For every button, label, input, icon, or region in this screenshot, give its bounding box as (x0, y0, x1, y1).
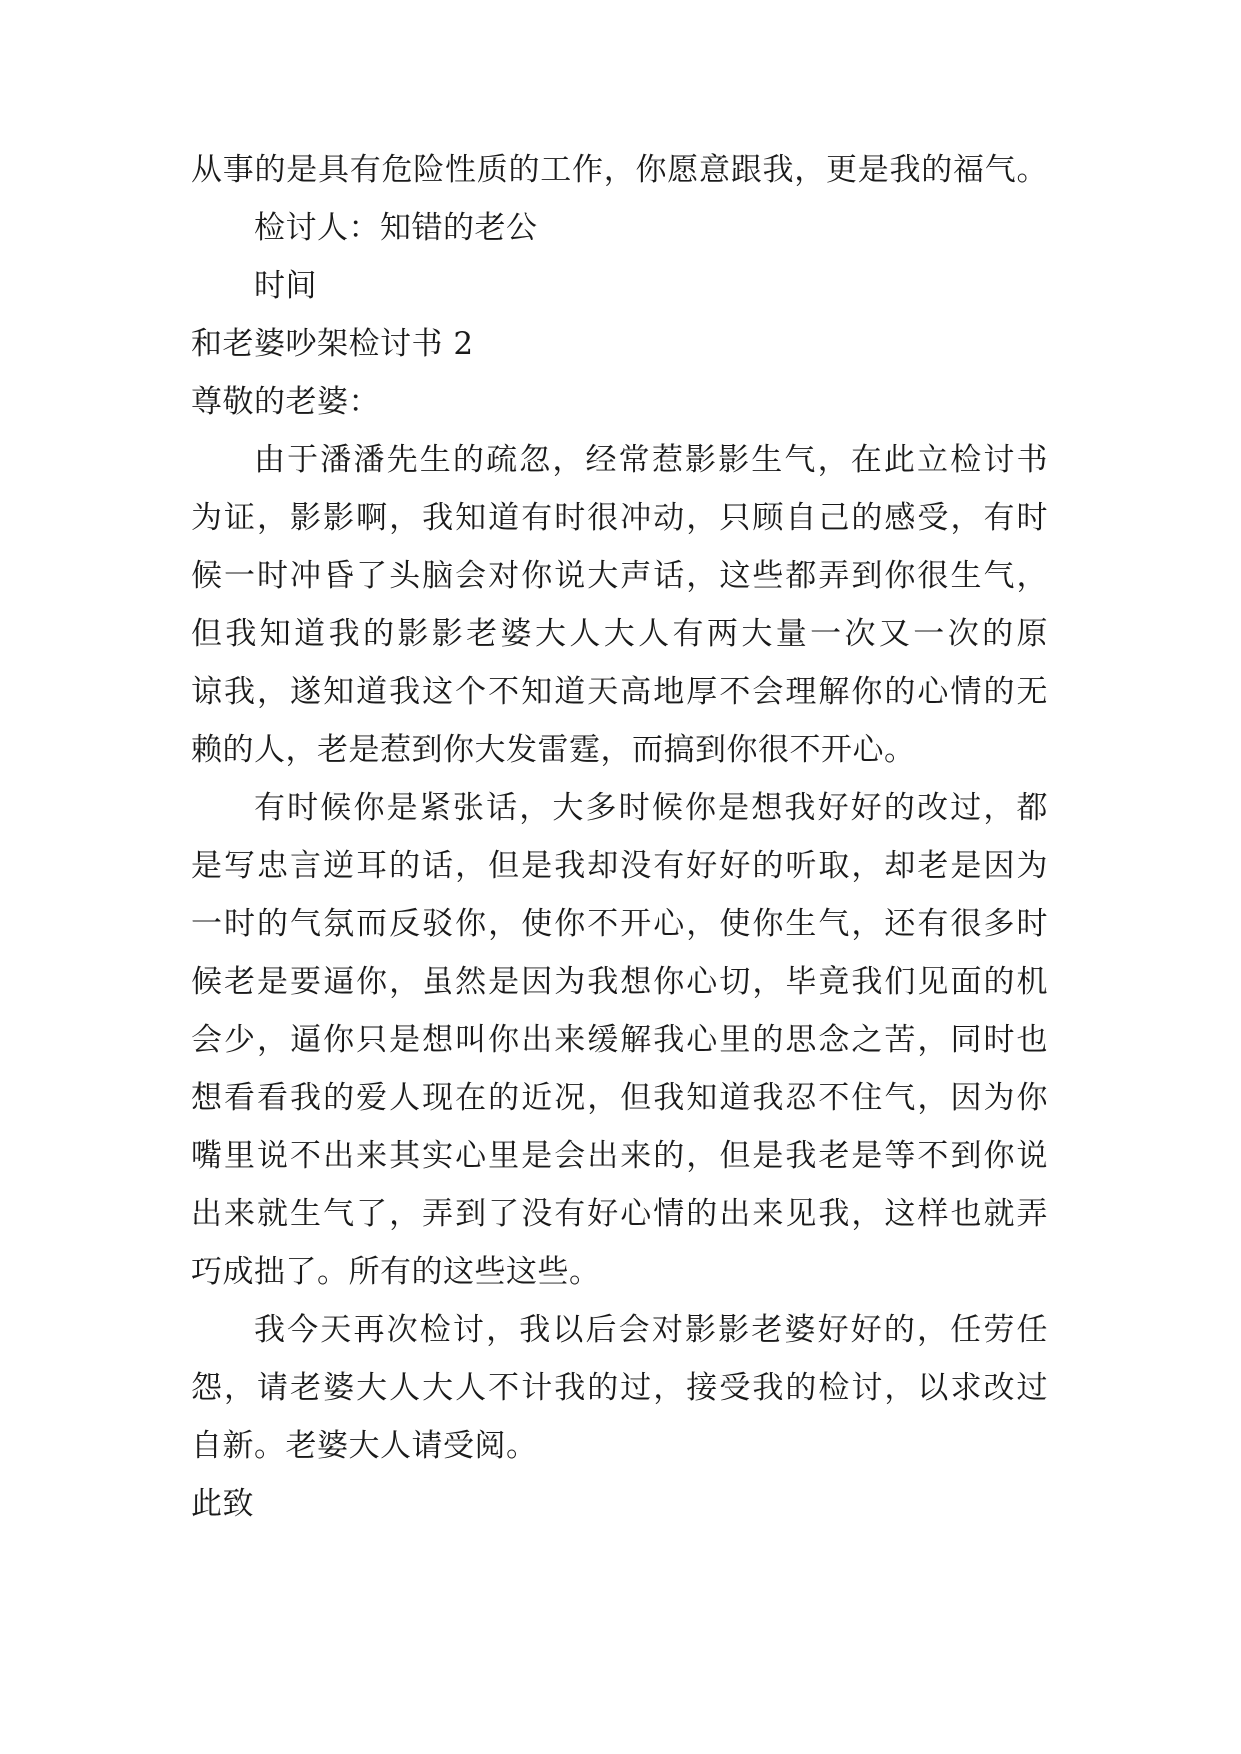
body-line: 会少，逼你只是想叫你出来缓解我心里的思念之苦，同时也 (191, 1022, 1048, 1058)
closing-line: 此致 (191, 1486, 254, 1522)
body-line: 为证，影影啊，我知道有时很冲动，只顾自己的感受，有时 (191, 500, 1048, 536)
body-line: 怨，请老婆大人大人不计我的过，接受我的检讨，以求改过 (191, 1370, 1048, 1406)
body-line: 赖的人，老是惹到你大发雷霆，而搞到你很不开心。 (191, 732, 916, 768)
body-line: 我今天再次检讨，我以后会对影影老婆好好的，任劳任 (254, 1312, 1048, 1348)
body-line: 但我知道我的影影老婆大人大人有两大量一次又一次的原 (191, 616, 1048, 652)
body-line: 想看看我的爱人现在的近况，但我知道我忍不住气，因为你 (191, 1080, 1048, 1116)
body-line: 谅我，遂知道我这个不知道天高地厚不会理解你的心情的无 (191, 674, 1048, 710)
body-line: 出来就生气了，弄到了没有好心情的出来见我，这样也就弄 (191, 1196, 1048, 1232)
body-line: 候一时冲昏了头脑会对你说大声话，这些都弄到你很生气， (191, 558, 1048, 594)
body-line: 自新。老婆大人请受阅。 (191, 1428, 538, 1464)
body-line: 由于潘潘先生的疏忽，经常惹影影生气，在此立检讨书 (254, 442, 1048, 478)
body-line: 一时的气氛而反驳你，使你不开心，使你生气，还有很多时 (191, 906, 1048, 942)
section-title: 和老婆吵架检讨书 2 (191, 326, 474, 362)
body-line: 嘴里说不出来其实心里是会出来的，但是我老是等不到你说 (191, 1138, 1048, 1174)
body-line: 巧成拙了。所有的这些这些。 (191, 1254, 601, 1290)
salutation: 尊敬的老婆： (191, 384, 380, 420)
signature-line: 检讨人：知错的老公 (254, 210, 538, 246)
body-line: 候老是要逼你，虽然是因为我想你心切，毕竟我们见面的机 (191, 964, 1048, 1000)
date-line: 时间 (254, 268, 317, 304)
body-line: 从事的是具有危险性质的工作，你愿意跟我，更是我的福气。 (191, 152, 1048, 188)
body-line: 有时候你是紧张话，大多时候你是想我好好的改过，都 (254, 790, 1048, 826)
body-line: 是写忠言逆耳的话，但是我却没有好好的听取，却老是因为 (191, 848, 1048, 884)
